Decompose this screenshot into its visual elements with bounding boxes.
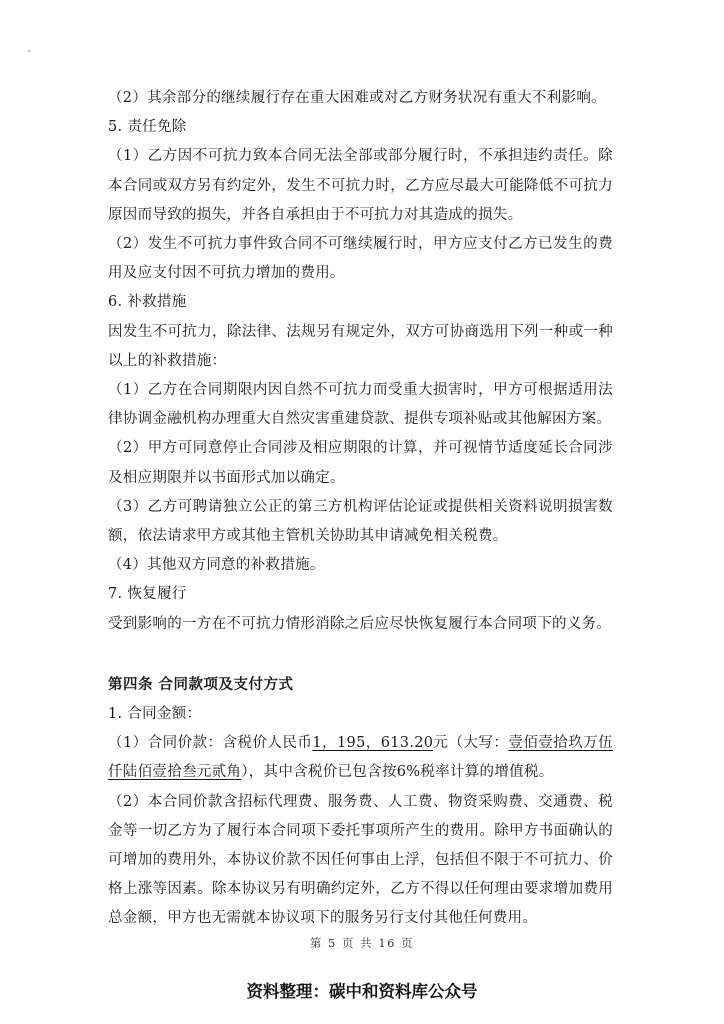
section-heading-remedial-measures: 6. 补救措施: [108, 294, 187, 311]
clause-paragraph: （3）乙方可聘请独立公正的第三方机构评估论证或提供相关资料说明损害数额，依法请求甲方或其他主管机关协助其申请减免相关税费。: [108, 498, 613, 545]
clause-paragraph: （2）发生不可抗力事件致合同不可继续履行时，甲方应支付乙方已发生的费用及应支付因不可抗力增加的费用。: [108, 236, 613, 282]
clause-paragraph: （2）本合同价款含招标代理费、服务费、人工费、物资采购费、交通费、税金等一切乙方为了履行本合同项下委托事项所产生的费用。除甲方书面确认的可增加的费用外，本协议价款不因任何事由上浮，包括但不限于不可抗力、价格上涨等因素。除本协议另有明确约定外，乙方不得以任何理由要求增加费用总金额，甲方也无需就本协议项下的服务另行支付其他任何费用。: [108, 793, 613, 927]
price-connector: 元（大写：: [433, 735, 509, 752]
article-heading-payment: 第四条 合同款项及支付方式: [108, 676, 294, 693]
scan-speck: [28, 50, 30, 52]
clause-line: （2）其余部分的继续履行存在重大困难或对乙方财务状况有重大不利影响。: [108, 90, 606, 106]
page-number: 第 5 页 共 16 页: [309, 936, 415, 950]
clause-paragraph: （1）乙方在合同期限内因自然不可抗力而受重大损害时，甲方可根据适用法律协调金融机构办理重大自然灾害重建贷款、提供专项补贴或其他解困方案。: [108, 382, 613, 428]
article-spacer: [108, 639, 613, 671]
price-amount-in-words: 壹佰壹拾玖万伍仟陆佰壹拾叁元贰角: [108, 735, 613, 781]
section-heading-resume-performance: 7. 恢复履行: [108, 586, 187, 603]
clause-paragraph: 因发生不可抗力，除法律、法规另有规定外，双方可协商选用下列一种或一种以上的补救措施：: [108, 323, 613, 369]
clause-paragraph: （1）乙方因不可抗力致本合同无法全部或部分履行时，不承担违约责任。除本合同或双方另有约定外，发生不可抗力时，乙方应尽最大可能降低不可抗力原因而导致的损失，并各自承担由于不可抗力对其造成的损失。: [108, 148, 613, 223]
contract-body: [108, 84, 613, 934]
section-heading-contract-amount: 1. 合同金额：: [108, 706, 202, 723]
price-label: （1）合同价款：含税价人民币: [108, 735, 313, 752]
clause-paragraph: （4）其他双方同意的补救措施。: [108, 557, 325, 574]
price-amount: 1，195，613.20: [312, 735, 434, 752]
price-tax-note: ），其中含税价已包含按6%税率计算的增值税。: [241, 764, 554, 781]
clause-paragraph-contract-price: [108, 729, 613, 787]
section-heading-liability-exemption: 5. 责任免除: [108, 119, 187, 136]
source-watermark-text: 资料整理：碳中和资料库公众号: [246, 982, 478, 1001]
clause-paragraph: （2）甲方可同意停止合同涉及相应期限的计算，并可视情节适度延长合同涉及相应期限并以书面形式加以确定。: [108, 440, 613, 486]
clause-paragraph: 受到影响的一方在不可抗力情形消除之后应尽快恢复履行本合同项下的义务。: [108, 615, 612, 632]
